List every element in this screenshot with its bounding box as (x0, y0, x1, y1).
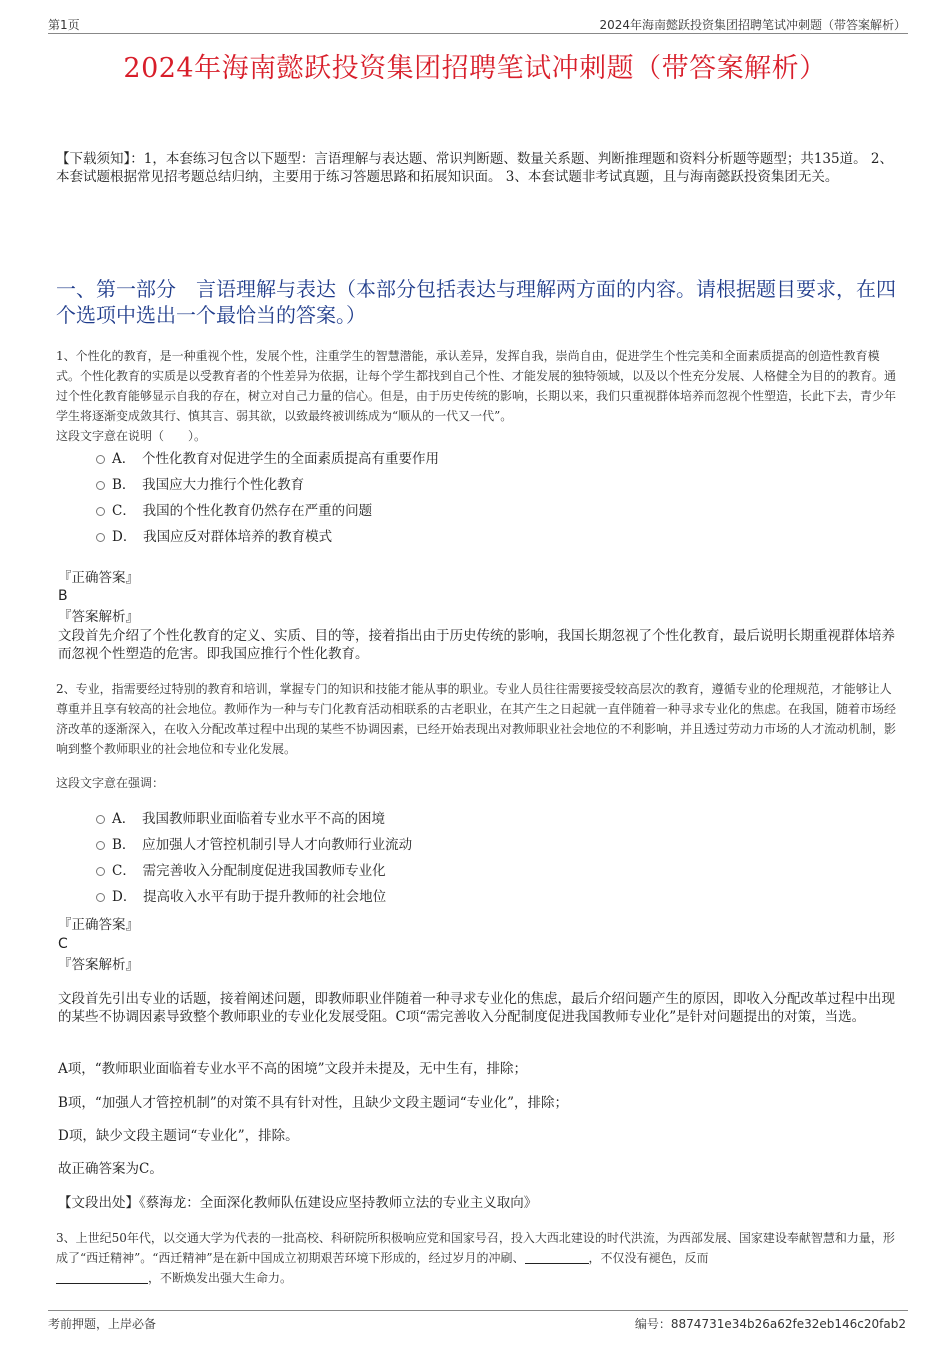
radio-icon[interactable] (96, 867, 105, 876)
document-title: 2024年海南懿跃投资集团招聘笔试冲刺题（带答案解析） (123, 53, 827, 84)
q2-answer: C (58, 936, 68, 952)
q2-option-d[interactable]: D． 提高收入水平有助于提升教师的社会地位 (96, 887, 386, 907)
q1-analysis: 文段首先介绍了个性化教育的定义、实质、目的等，接着指出由于历史传统的影响，我国长期忽视了个性化教育，最后说明长期重视群体培养而忽视个性塑造的危害。即我国应推行个性化教育。 (58, 628, 895, 662)
question-3-stem: 3、上世纪50年代，以交通大学为代表的一批高校、科研院所积极响应党和国家号召，投入大西北建设的时代洪流，为西部发展、国家建设奉献智慧和力量，形成了“西迁精神”。“西迁精神”是在新中国成立初期艰苦环境下形成的，经过岁月的冲刷、 ，不仅没有褪色，反而 ，不断焕发出强大生命力。 (56, 1231, 895, 1285)
q1-option-d[interactable]: D． 我国应反对群体培养的教育模式 (96, 527, 332, 547)
radio-icon[interactable] (96, 481, 105, 490)
footer-slogan: 考前押题，上岸必备 (48, 1317, 157, 1331)
q2-analysis-label: 『答案解析』 (58, 957, 139, 973)
radio-icon[interactable] (96, 533, 105, 542)
q2-conclusion: 故正确答案为C。 (58, 1161, 163, 1177)
fill-blank-1[interactable] (525, 1251, 589, 1264)
running-header-title: 2024年海南懿跃投资集团招聘笔试冲刺题（带答案解析） (599, 18, 906, 32)
question-1-prompt: 这段文字意在说明（ ）。 (56, 429, 207, 443)
q2-option-a[interactable]: A． 我国教师职业面临着专业水平不高的困境 (96, 809, 385, 829)
radio-icon[interactable] (96, 455, 105, 464)
question-2-stem: 2、专业，指需要经过特别的教育和培训，掌握专门的知识和技能才能从事的职业。专业人员往往需要接受较高层次的教育，遵循专业的伦理规范，才能够让人尊重并且享有较高的社会地位。教师作为一种与专门化教育活动相联系的古老职业，在其产生之日起就一直伴随着一种寻求专业化的焦虑。在我国，随着市场经济改革的逐渐深入，在收入分配改革过程中出现的某些不协调因素，已经开始表现出对教师职业社会地位的不利影响，并且透过劳动力市场的人才流动机制，影响到整个教师职业的社会地位和专业化发展。 (56, 682, 897, 756)
q1-answer: B (58, 588, 68, 604)
page-number: 第1页 (48, 18, 80, 32)
q2-note-d: D项，缺少文段主题词“专业化”，排除。 (58, 1128, 299, 1144)
q1-option-c[interactable]: C． 我国的个性化教育仍然存在严重的问题 (96, 501, 372, 521)
fill-blank-2[interactable] (56, 1271, 148, 1284)
q2-option-c[interactable]: C． 需完善收入分配制度促进我国教师专业化 (96, 861, 386, 881)
q1-answer-label: 『正确答案』 (58, 570, 139, 586)
q2-option-b[interactable]: B． 应加强人才管控机制引导人才向教师行业流动 (96, 835, 412, 855)
q2-note-b: B项，“加强人才管控机制”的对策不具有针对性，且缺少文段主题词“专业化”，排除； (58, 1095, 569, 1111)
radio-icon[interactable] (96, 893, 105, 902)
footer-rule (48, 1310, 908, 1311)
question-2-prompt: 这段文字意在强调： (56, 776, 165, 790)
radio-icon[interactable] (96, 507, 105, 516)
download-notice: 【下载须知】：1，本套练习包含以下题型：言语理解与表达题、常识判断题、数量关系题、判断推理题和资料分析题等题型；共135道。 2、本套试题根据常见招考题总结归纳，主要用于练习答题思路和拓展知识面。 3、本套试题非考试真题，且与海南懿跃投资集团无关。 (56, 151, 893, 185)
q2-note-a: A项，“教师职业面临着专业水平不高的困境”文段并未提及，无中生有，排除； (58, 1061, 528, 1077)
radio-icon[interactable] (96, 815, 105, 824)
section-heading: 一、第一部分 言语理解与表达（本部分包括表达与理解两方面的内容。请根据题目要求，在四个选项中选出一个最恰当的答案。） (56, 277, 896, 327)
q2-source: 【文段出处】《蔡海龙：全面深化教师队伍建设应坚持教师立法的专业主义取向》 (58, 1195, 538, 1211)
q1-option-b[interactable]: B． 我国应大力推行个性化教育 (96, 475, 304, 495)
header-rule (48, 33, 908, 34)
q1-option-a[interactable]: A． 个性化教育对促进学生的全面素质提高有重要作用 (96, 449, 439, 469)
q1-analysis-label: 『答案解析』 (58, 609, 139, 625)
q2-answer-label: 『正确答案』 (58, 917, 139, 933)
question-1-stem: 1、个性化的教育，是一种重视个性，发展个性，注重学生的智慧潜能，承认差异，发挥自我，崇尚自由，促进学生个性完美和全面素质提高的创造性教育模式。个性化教育的实质是以受教育者的个性差异为依据，让每个学生都找到自己个性、才能发展的独特领域，以及以个性充分发展、人格健全为目的的教育。通过个性化教育能够显示自我的存在，树立对自己力量的信心。但是，由于历史传统的影响，长期以来，我们只重视群体培养而忽视个性塑造，长此下去，青少年学生将逐渐变成敛其行、慎其言、弱其欲，以致最终被训练成为“顺从的一代又一代”。 (56, 349, 897, 423)
q2-analysis: 文段首先引出专业的话题，接着阐述问题，即教师职业伴随着一种寻求专业化的焦虑，最后介绍问题产生的原因，即收入分配改革过程中出现的某些不协调因素导致整个教师职业的专业化发展受阻。C项“需完善收入分配制度促进我国教师专业化”是针对问题提出的对策，当选。 (58, 991, 895, 1025)
footer-doc-id: 编号：8874731e34b26a62fe32eb146c20fab2 (634, 1317, 906, 1331)
radio-icon[interactable] (96, 841, 105, 850)
